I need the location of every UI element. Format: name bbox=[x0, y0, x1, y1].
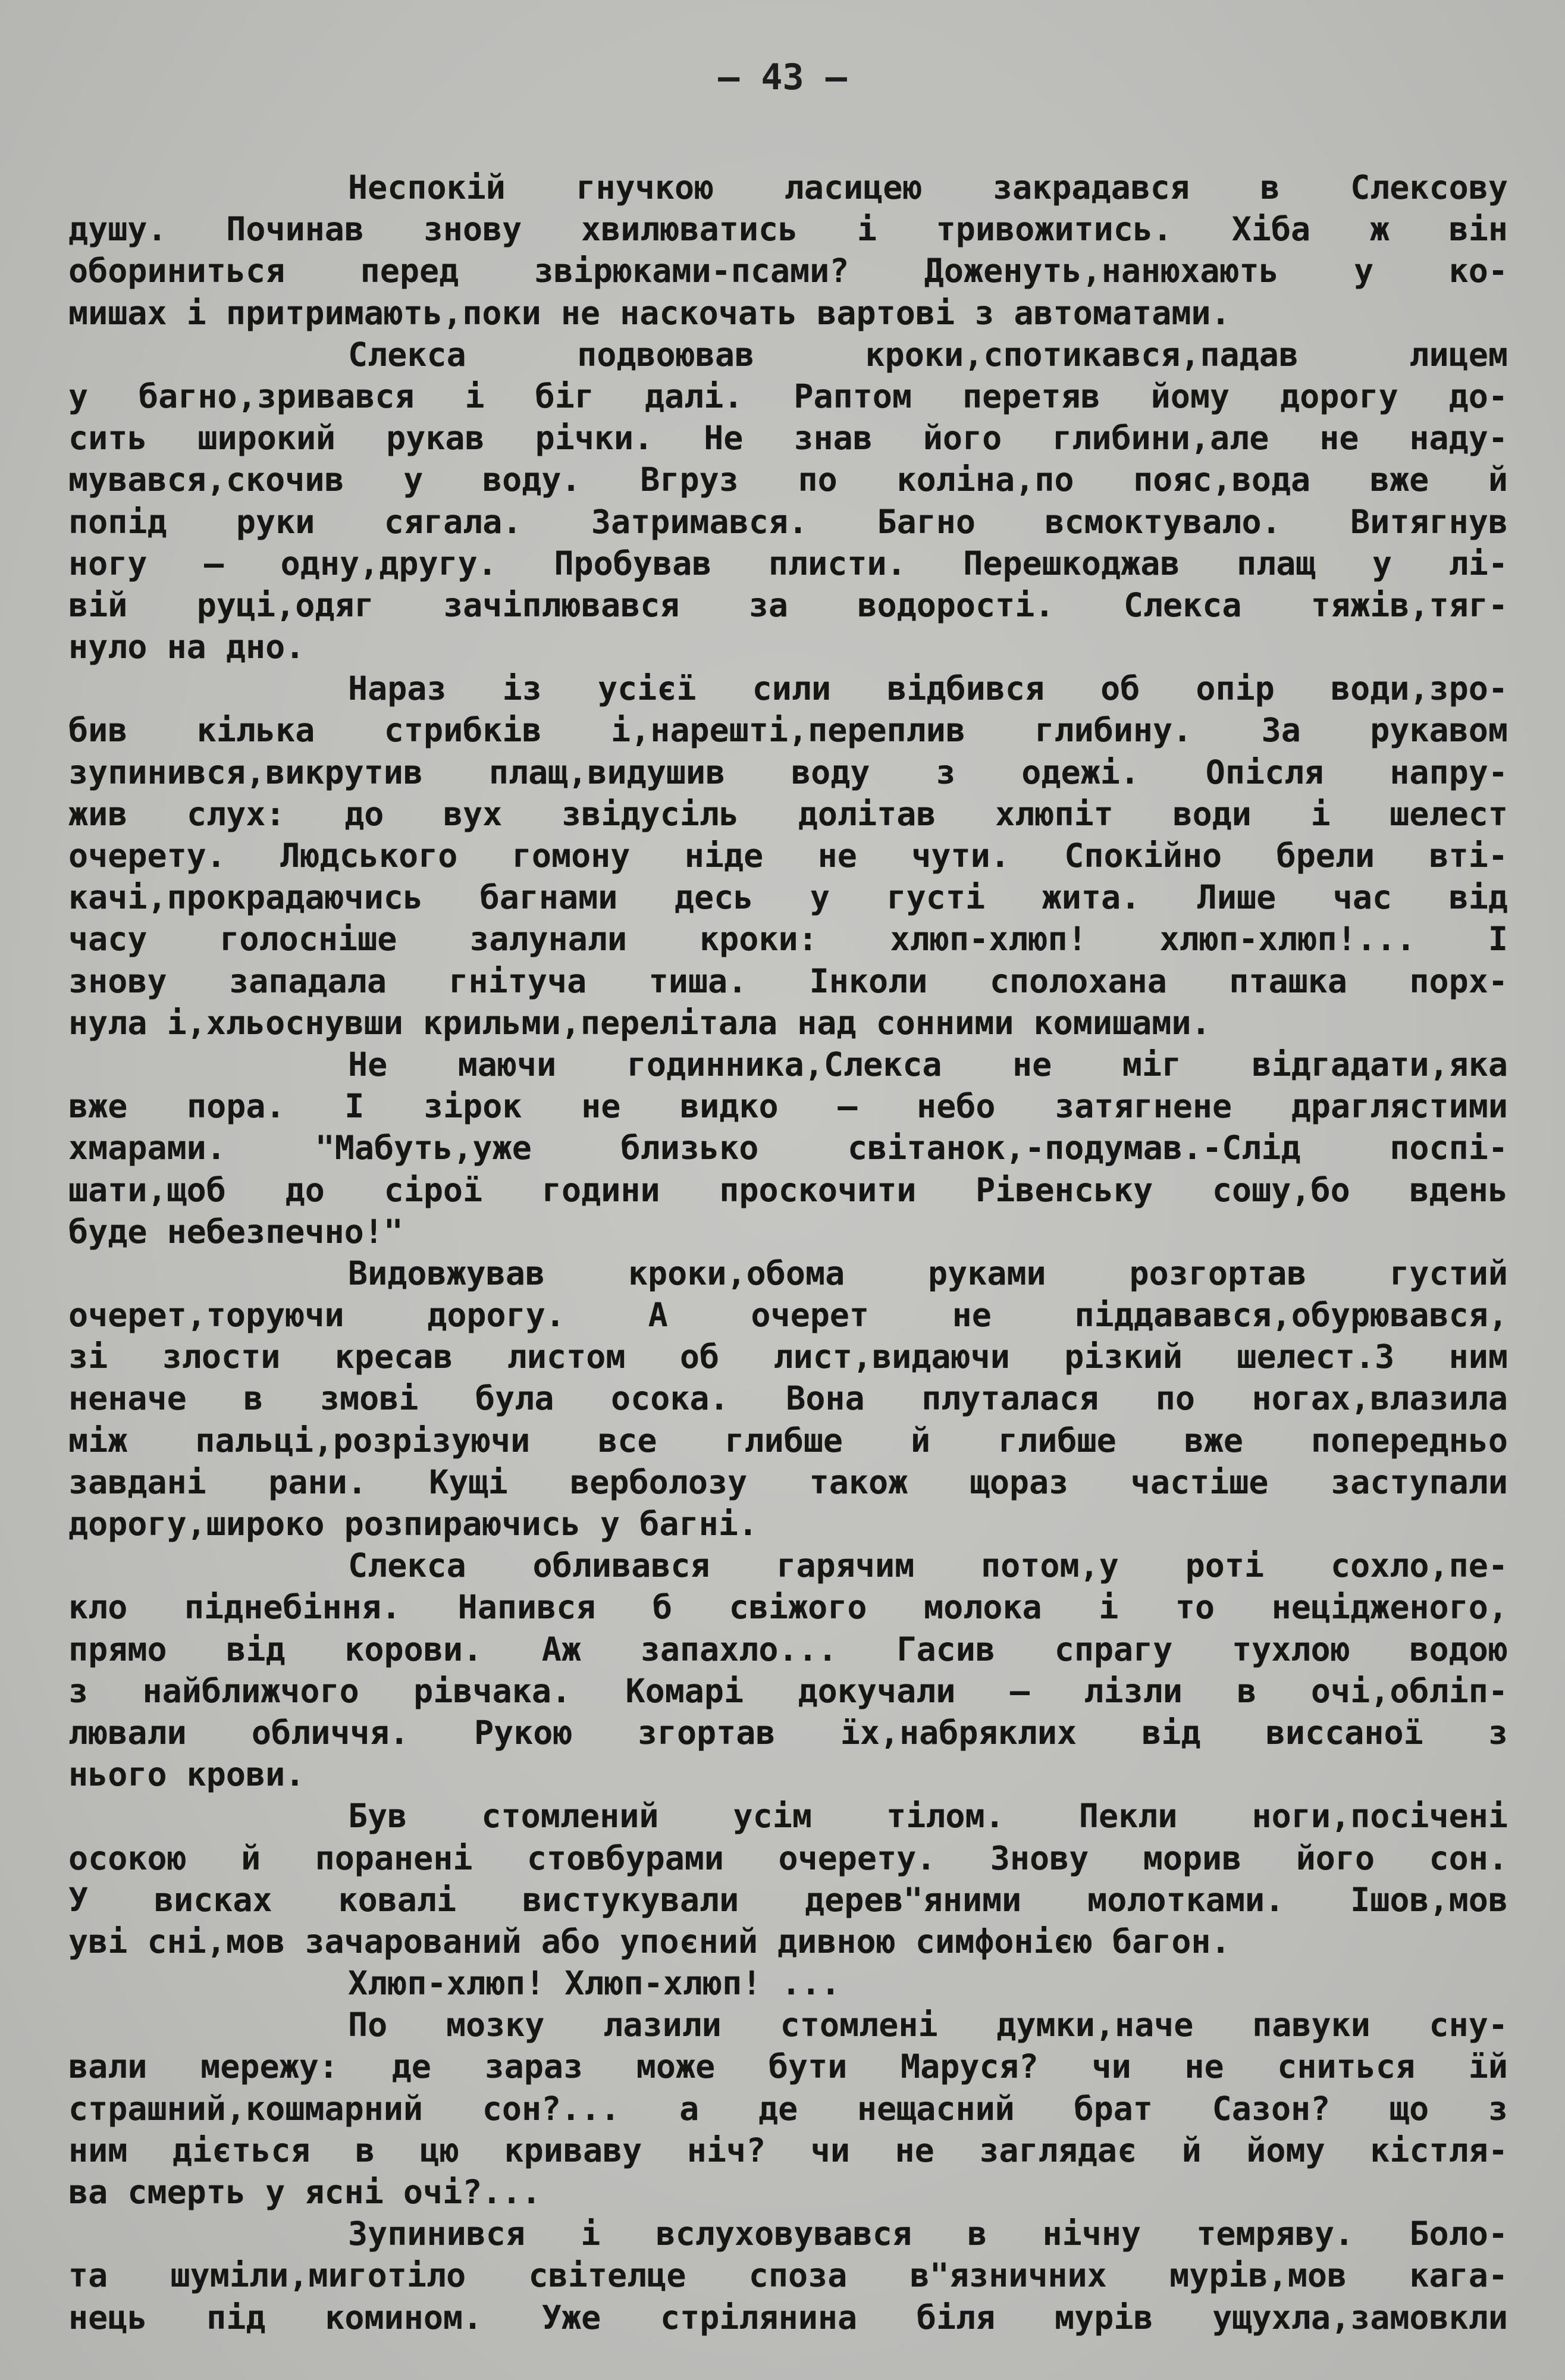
text-line: душу. Починав знову хвилюватись і тривожитись. Хіба ж він bbox=[68, 210, 1508, 249]
text-line: обориниться перед звірюками-псами? Доженуть,нанюхають у ко- bbox=[68, 252, 1508, 290]
text-line: уві сні,мов зачарований або упоєний дивною симфонією багон. bbox=[68, 1922, 1231, 1961]
text-line: Слекса обливався гарячим потом,у роті сохло,пе- bbox=[348, 1546, 1508, 1585]
text-line: у багно,зривався і біг далі. Раптом перетяв йому дорогу до- bbox=[68, 377, 1508, 415]
page-number: – 43 – bbox=[718, 57, 847, 98]
text-line: попід руки сягала. Затримався. Багно всмоктувало. Витягнув bbox=[68, 502, 1508, 541]
text-line: Неспокій гнучкою ласицею закрадався в Слексову bbox=[348, 168, 1508, 206]
text-line: качі,прокрадаючись багнами десь у густі жита. Лише час від bbox=[68, 878, 1508, 917]
text-line: завдані рани. Кущі верболозу також щораз частіше заступали bbox=[68, 1463, 1508, 1501]
text-line: нула і,хльоснувши крильми,перелітала над сонними комишами. bbox=[68, 1003, 1211, 1042]
text-line: прямо від корови. Аж запахло... Гасив спрагу тухлою водою bbox=[68, 1630, 1508, 1668]
text-line: Нараз із усієї сили відбився об опір води,зро- bbox=[348, 669, 1508, 708]
text-line: нець під комином. Уже стрілянина біля мурів ущухла,замовкли bbox=[68, 2298, 1508, 2337]
text-line: очерет,торуючи дорогу. А очерет не піддавався,обурювався, bbox=[68, 1296, 1508, 1335]
text-line: нього крови. bbox=[68, 1755, 305, 1794]
text-line: ногу – одну,другу. Пробував плисти. Перешкоджав плащ у лі- bbox=[68, 544, 1508, 583]
text-line: Хлюп-хлюп! Хлюп-хлюп! ... bbox=[348, 1964, 840, 2003]
text-line: часу голосніше залунали кроки: хлюп-хлюп! хлюп-хлюп!... І bbox=[68, 920, 1508, 959]
text-line: бив кілька стрибків і,нарешті,переплив глибину. За рукавом bbox=[68, 711, 1508, 750]
text-line: страшний,кошмарний сон?... а де нещасний брат Сазон? що з bbox=[68, 2089, 1508, 2128]
text-line: нуло на дно. bbox=[68, 628, 305, 666]
text-line: вій руці,одяг зачіплювався за водорості. Слекса тяжів,тяг- bbox=[68, 585, 1508, 624]
text-line: мувався,скочив у воду. Вгруз по коліна,по пояс,вода вже й bbox=[68, 461, 1508, 499]
text-line: лювали обличчя. Рукою згортав їх,набряклих від виссаної з bbox=[68, 1713, 1508, 1752]
text-line: буде небезпечно!" bbox=[68, 1212, 403, 1251]
text-line: та шуміли,миготіло світелце споза в"язничних мурів,мов кага- bbox=[68, 2256, 1508, 2295]
text-line: дорогу,широко розпираючись у багні. bbox=[68, 1505, 758, 1543]
text-line: шати,щоб до сірої години проскочити Рівенську сошу,бо вдень bbox=[68, 1170, 1508, 1209]
text-line: Зупинився і вслуховувався в нічну темряву. Боло- bbox=[348, 2215, 1508, 2253]
text-line: очерету. Людського гомону ніде не чути. Спокійно брели вті- bbox=[68, 837, 1508, 875]
text-line: Не маючи годинника,Слекса не міг відгадати,яка bbox=[348, 1045, 1508, 1083]
text-line: вже пора. І зірок не видко – небо затягнене драглястими bbox=[68, 1087, 1508, 1126]
text-line: між пальці,розрізуючи все глибше й глибше вже попередньо bbox=[68, 1421, 1508, 1460]
text-line: знову западала гнітуча тиша. Інколи сполохана пташка порх- bbox=[68, 962, 1508, 1000]
text-line: У висках ковалі вистукували дерев"яними молотками. Ішов,мов bbox=[68, 1880, 1508, 1919]
text-line: По мозку лазили стомлені думки,наче павуки сну- bbox=[348, 2006, 1508, 2044]
body-text bbox=[68, 167, 1508, 2338]
text-line: Видовжував кроки,обома руками розгортав густий bbox=[348, 1254, 1508, 1292]
text-line: осокою й поранені стовбурами очерету. Знову морив його сон. bbox=[68, 1839, 1508, 1877]
text-line: зі злости кресав листом об лист,видаючи різкий шелест.З ним bbox=[68, 1338, 1508, 1376]
text-line: вали мережу: де зараз може бути Маруся? чи не сниться їй bbox=[68, 2047, 1508, 2086]
text-line: мишах і притримають,поки не наскочать вартові з автоматами. bbox=[68, 293, 1231, 332]
text-line: зупинився,викрутив плащ,видушив воду з одежі. Опісля напру- bbox=[68, 753, 1508, 791]
text-line: ним діється в цю криваву ніч? чи не заглядає й йому кістля- bbox=[68, 2131, 1508, 2169]
text-line: хмарами. "Мабуть,уже близько світанок,-подумав.-Слід поспі- bbox=[68, 1129, 1508, 1167]
text-line: Був стомлений усім тілом. Пекли ноги,посічені bbox=[348, 1797, 1508, 1836]
text-line: Слекса подвоював кроки,спотикався,падав лицем bbox=[348, 335, 1508, 374]
text-line: кло піднебіння. Напився б свіжого молока і то нецідженого, bbox=[68, 1588, 1508, 1627]
text-line: жив слух: до вух звідусіль долітав хлюпіт води і шелест bbox=[68, 794, 1508, 833]
text-line: неначе в змові була осока. Вона плуталася по ногах,влазила bbox=[68, 1379, 1508, 1418]
text-line: сить широкий рукав річки. Не знав його глибини,але не наду- bbox=[68, 419, 1508, 458]
text-line: з найближчого рівчака. Комарі докучали – лізли в очі,обліп- bbox=[68, 1671, 1508, 1710]
text-line: ва смерть у ясні очі?... bbox=[68, 2173, 541, 2211]
